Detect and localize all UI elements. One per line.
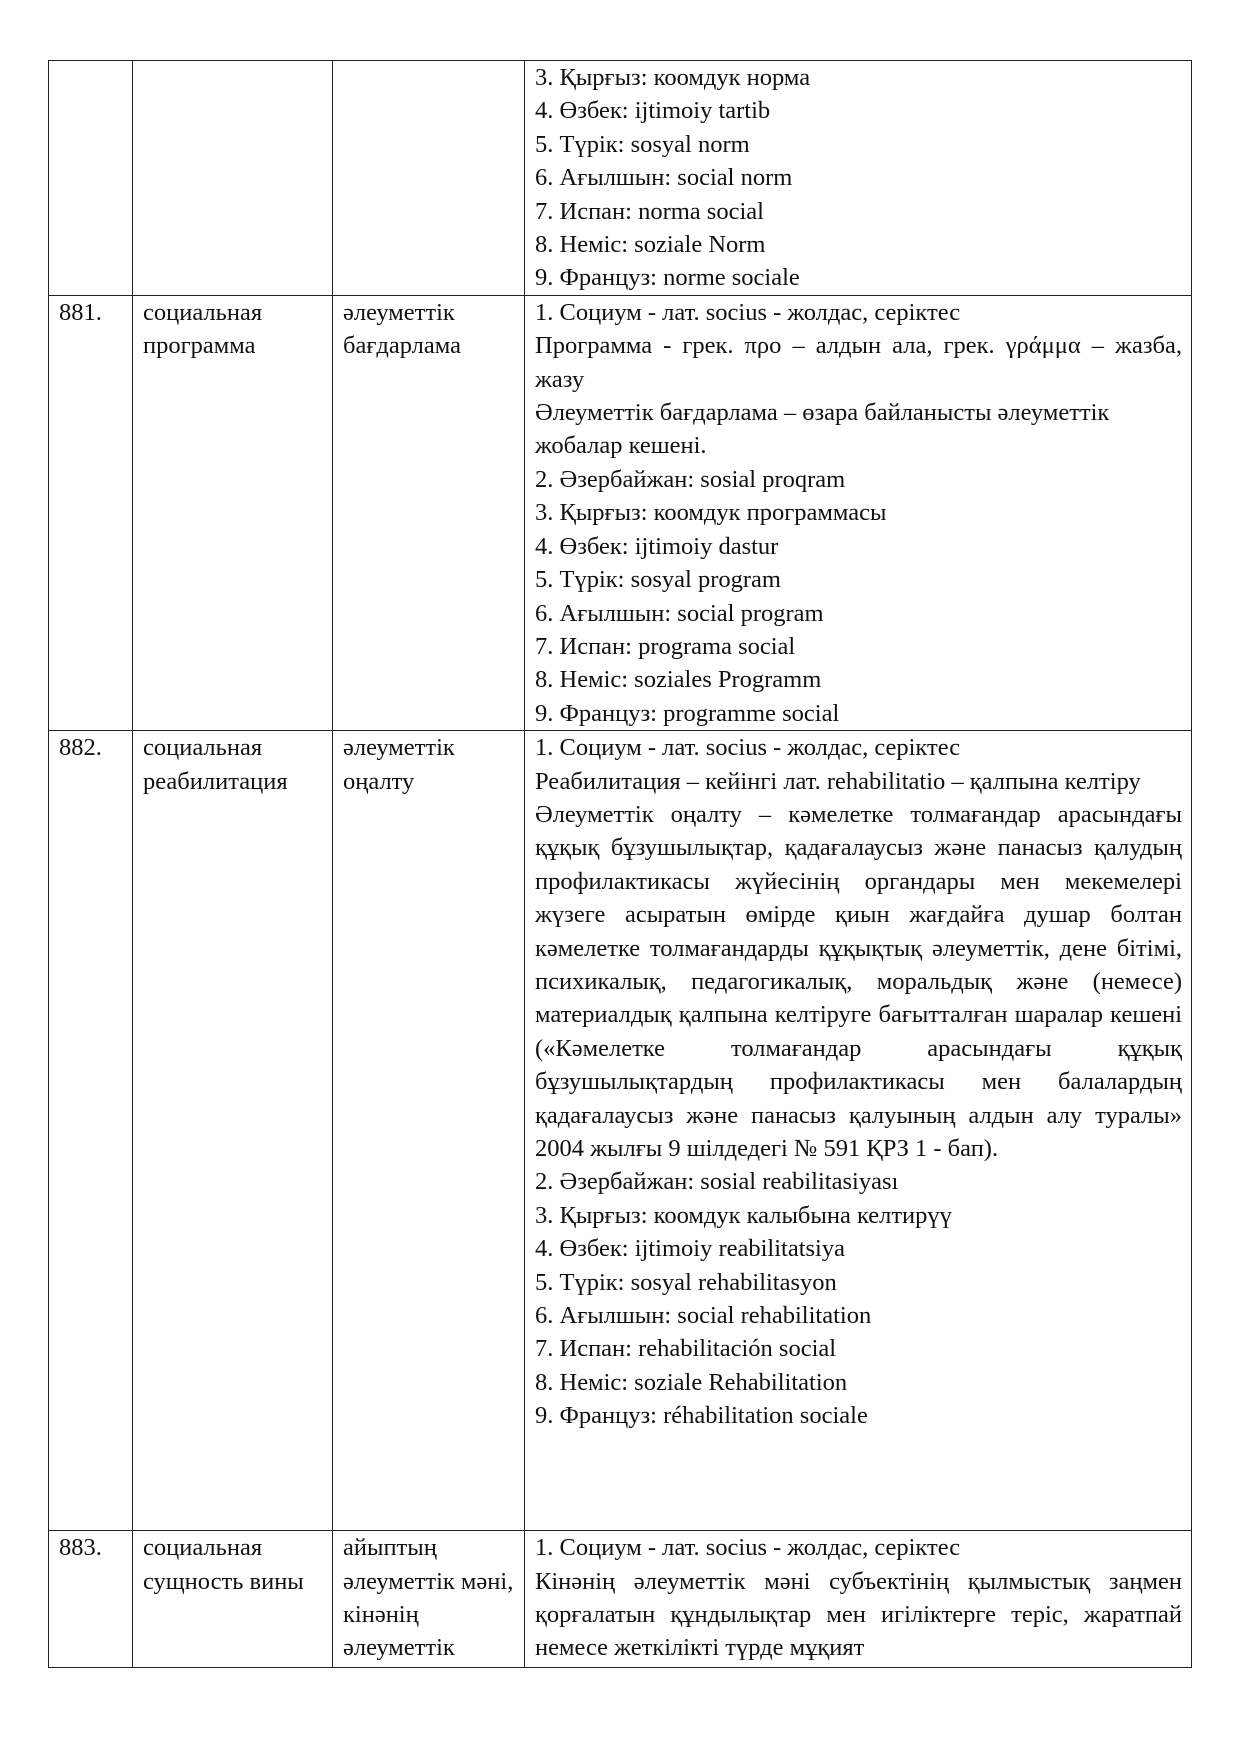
table-row [49, 61, 1192, 296]
translation-line: 7. Испан: rehabilitación social [535, 1335, 837, 1363]
definition-paragraph: Әлеуметтік оңалту – кәмелетке толмағандар арасындағы құқық бұзушылықтар, қадағалаусыз және панасыз қалудың профилактикасы жүйесінің органдары мен мекемелері жүзеге асыратын өмірде қиын жағдайға душар болтан кәмелетке толмағандарды құқықтық әлеуметтік, дене бітімі, психикалық, педагогикалық, моральдық және (немесе) материалдық қалпына келтіруге бағытталған шаралар кешені («Кәмелетке толмағандар арасындағы құқық бұзушылықтардың профилактикасы мен балалардың қадағалаусыз және панасыз қалуының алдын алу туралы» 2004 жылғы 9 шілдедегі № 591 ҚРЗ 1 - бап). [535, 800, 1182, 1162]
translation-line: 2. Әзербайжан: sosial proqram [535, 465, 846, 493]
table-row [49, 295, 1192, 730]
translation-line: 7. Испан: programa social [535, 632, 796, 660]
entry-number [49, 61, 133, 296]
translation-line: 3. Қырғыз: коомдук программасы [535, 499, 887, 527]
definition-paragraph: Кінәнің әлеуметтік мәні субъектінің қылмыстық заңмен қорғалатын құндылықтар мен игіліктерге теріс, жаратпай немесе жеткілікті түрде мұқият [535, 1567, 1182, 1662]
etymology-line: 1. Социум - лат. socius - жолдас, серіктес [535, 298, 961, 326]
translation-line: 4. Өзбек: ijtimoiy dastur [535, 532, 779, 560]
entry-description [525, 61, 1192, 296]
russian-term: социальная сущность вины [133, 1531, 333, 1668]
translation-line: 8. Неміс: soziales Programm [535, 666, 822, 694]
translation-line: 8. Неміс: soziale Norm [535, 231, 766, 259]
russian-term: социальная программа [133, 295, 333, 730]
etymology-line: 1. Социум - лат. socius - жолдас, серіктес [535, 1534, 961, 1562]
translation-line: 9. Француз: programme social [535, 699, 840, 727]
translation-line: 7. Испан: norma social [535, 197, 764, 225]
entry-number: 882. [49, 731, 133, 1531]
kazakh-term [333, 61, 525, 296]
translation-line: 3. Қырғыз: коомдук калыбына келтирүү [535, 1201, 952, 1229]
translation-line: 5. Түрік: sosyal program [535, 566, 781, 594]
kazakh-term: айыптың әлеуметтік мәні, кінәнің әлеуметтік [333, 1531, 525, 1668]
etymology-paragraph: Программа - грек. πρо – алдын ала, грек. γράμμα – жазба, жазу [535, 332, 1182, 393]
kazakh-term: әлеуметтік бағдарлама [333, 295, 525, 730]
entry-number: 881. [49, 295, 133, 730]
translation-line: 5. Түрік: sosyal rehabilitasyon [535, 1268, 837, 1296]
translation-line: 4. Өзбек: ijtimoiy tartib [535, 97, 771, 125]
translation-line: 6. Ағылшын: social norm [535, 164, 793, 192]
entry-description [525, 295, 1192, 730]
definition-paragraph: Әлеуметтік бағдарлама – өзара байланысты әлеуметтік жобалар кешені. [535, 399, 1110, 460]
table-row [49, 1531, 1192, 1668]
entry-description [525, 731, 1192, 1531]
etymology-paragraph: Реабилитация – кейінгі лат. rehabilitatio – қалпына келтіру [535, 767, 1141, 795]
translation-line: 2. Әзербайжан: sosial reabilitasiyası [535, 1168, 899, 1196]
entry-number: 883. [49, 1531, 133, 1668]
russian-term [133, 61, 333, 296]
etymology-line: 1. Социум - лат. socius - жолдас, серіктес [535, 734, 961, 762]
entry-description [525, 1531, 1192, 1668]
kazakh-term: әлеуметтік оңалту [333, 731, 525, 1531]
russian-term: социальная реабилитация [133, 731, 333, 1531]
dictionary-table [48, 60, 1192, 1668]
translation-line: 4. Өзбек: ijtimoiy reabilitatsiya [535, 1235, 845, 1263]
translation-line: 8. Неміс: soziale Rehabilitation [535, 1368, 848, 1396]
translation-line: 3. Қырғыз: коомдук норма [535, 64, 811, 91]
translation-line: 9. Француз: norme sociale [535, 264, 800, 292]
translation-line: 9. Француз: réhabilitation sociale [535, 1402, 868, 1430]
translation-line: 6. Ағылшын: social program [535, 599, 824, 627]
translation-line: 5. Түрік: sosyal norm [535, 130, 750, 158]
translation-line: 6. Ағылшын: social rehabilitation [535, 1302, 872, 1330]
table-row [49, 731, 1192, 1531]
